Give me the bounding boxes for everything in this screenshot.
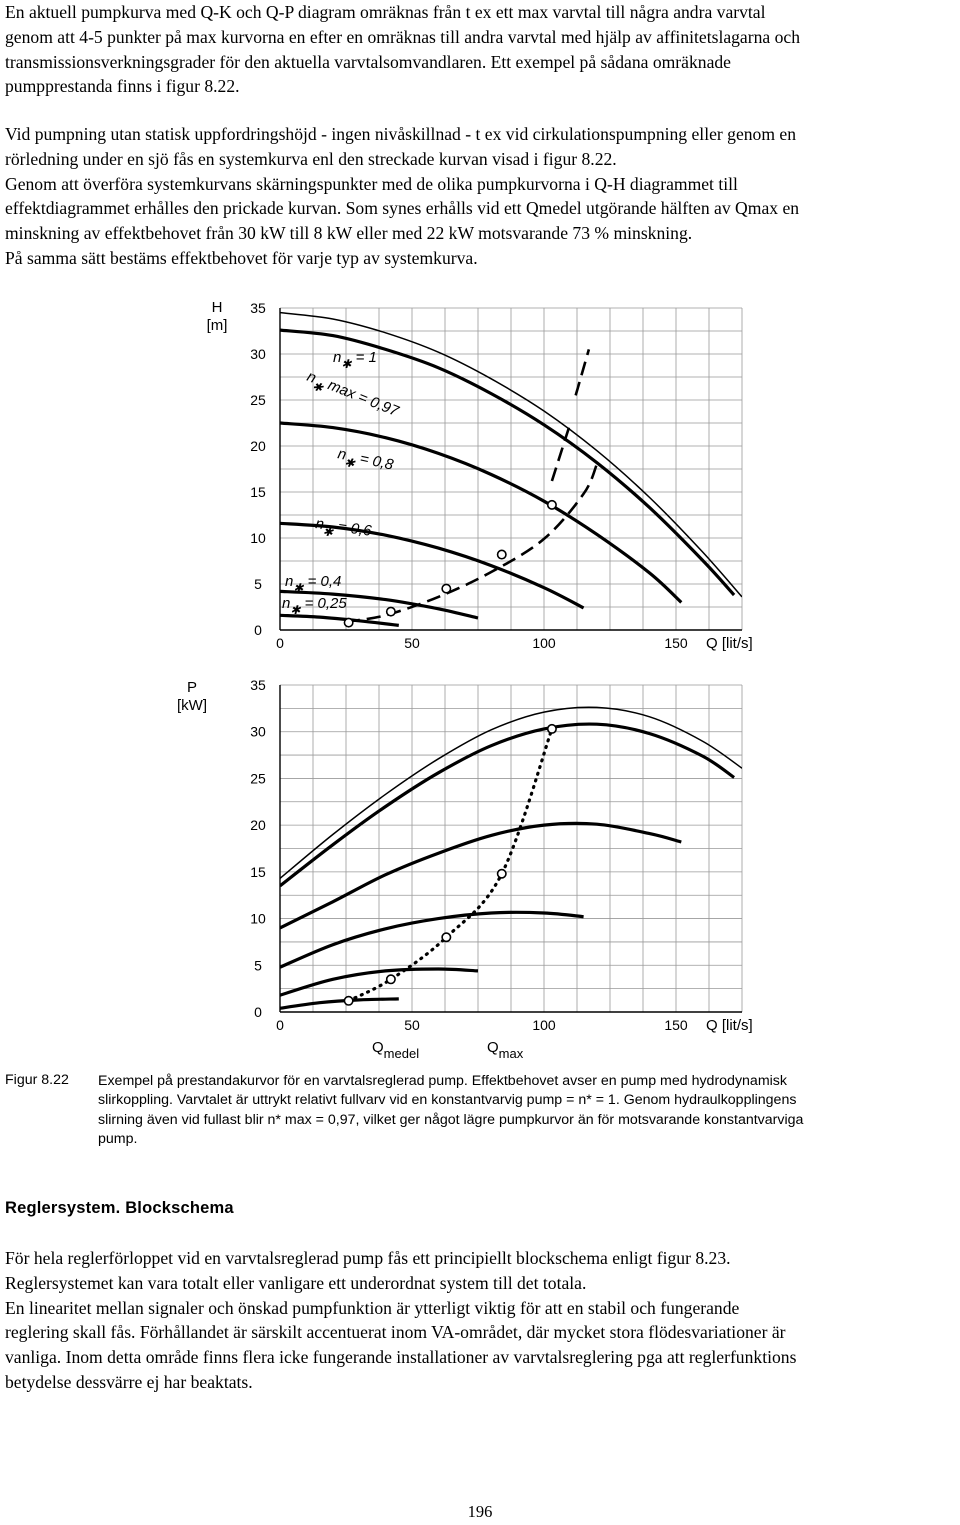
y-axis-label: P [186,679,198,696]
x-axis-label: Q [lit/s] [706,635,753,652]
operating-point [442,584,450,592]
curve-label: $n_✱$ max = 0,97 [304,367,401,421]
operating-point [387,975,395,983]
pump-curve [280,999,399,1008]
y-tick-label: 30 [250,723,266,740]
y-tick-label: 20 [250,438,266,454]
y-tick-label: 0 [254,622,262,638]
qh-chart [207,299,753,652]
operating-point [498,870,506,878]
system-curve-line: effektdiagrammet erhålles den prickade kurvan. Som synes erhålls vid ett Qmedel utgörande hälften av Qmax en [5,198,800,219]
x-tick-label: 100 [532,1017,556,1033]
pump-curve [280,912,584,967]
y-tick-label: 25 [250,392,266,408]
operating-point [442,933,450,941]
qp-chart [177,677,753,1061]
system-curve-line: rörledning under en sjö fås en systemkurva enl den streckade kurvan visad i figur 8.22. [5,148,617,169]
section-heading: Reglersystem. Blockschema [5,1199,234,1217]
y-tick-label: 10 [250,530,266,546]
blockschema-paragraph [5,1246,957,1395]
blockschema-line: vanliga. Inom detta område finns flera icke fungerande installationer av varvtalsreglering pga att reglerfunktions [5,1347,797,1368]
blockschema-line: reglering skall fås. Förhållandet är särskilt accentuerat inom VA-området, där mycket stora flödesvariationer är [5,1322,786,1343]
caption-line: Exempel på prestandakurvor för en varvtalsreglerad pump. Effektbehovet avser en pump med hydrodynamisk [98,1073,787,1089]
system-curve-line: minskning av effektbehovet från 30 kW till 8 kW eller med 22 kW motsvarande 73 % minskning. [5,223,693,244]
y-tick-label: 5 [254,957,262,974]
x-tick-label: 0 [276,635,284,651]
intro-line: genom att 4-5 punkter på max kurvorna en efter en omräknas till andra varvtal med hjälp av affinitetslagarna och [5,26,801,47]
chart-grid [280,685,742,1012]
operating-point [548,501,556,509]
caption-line: slirning även vid fullast blir n* max = 0,97, vilket ger något lägre pumpkurvor än för motsvarande konstantvarviga [98,1111,804,1128]
x-tick-label: 50 [404,635,420,651]
y-tick-label: 10 [250,910,266,927]
blockschema-line: Reglersystemet kan vara totalt eller vanligare ett underordnat system till det totala. [5,1272,587,1293]
operating-point [498,550,506,558]
system-curve-extension [552,349,589,481]
operating-point [344,997,352,1005]
intro-line: pumpprestanda finns i figur 8.22. [5,76,240,97]
x-axis-label: Q [lit/s] [706,1017,753,1034]
x-tick-label: 0 [276,1017,284,1033]
y-tick-label: 20 [250,817,266,834]
q-max-label: Qmax [487,1039,524,1061]
operating-point [387,607,395,615]
blockschema-line: För hela reglerförloppet vid en varvtalsreglerad pump fås ett principiellt blockschema enligt figur 8.23. [5,1248,731,1268]
operating-point [548,725,556,733]
x-tick-label: 150 [664,635,688,651]
intro-line: En aktuell pumpkurva med Q-K och Q-P diagram omräknas från t ex ett max varvtal till några andra varvtal [5,2,766,22]
curve-label: $n_✱ = 0,25$ [282,595,347,617]
y-axis-unit: [m] [206,317,228,334]
x-tick-label: 100 [532,635,556,651]
y-tick-label: 35 [250,677,266,693]
y-tick-label: 25 [250,770,266,787]
system-curve-line: Genom att överföra systemkurvans skärningspunkter med de olika pumpkurvorna i Q-H diagrammet till [5,173,738,194]
y-tick-label: 0 [254,1004,262,1020]
y-axis-label: H [211,299,223,316]
y-axis-unit: [kW] [177,697,207,714]
system-curve-line: Vid pumpning utan statisk uppfordringshöjd - ingen nivåskillnad - t ex vid cirkulationspumpning eller genom en [5,124,797,144]
q-medel-label: Qmedel [372,1039,420,1061]
curve-label: $n_✱ = 0,4$ [285,573,342,595]
curve-label: $n_✱ = 0,8$ [336,445,395,474]
y-tick-label: 30 [250,346,266,362]
x-tick-label: 50 [404,1017,420,1033]
blockschema-line: betydelse dessvärre ej har beaktats. [5,1371,253,1392]
blockschema-line: En linearitet mellan signaler och önskad pumpfunktion är ytterligt viktig för att en stabil och fungerande [5,1297,740,1318]
caption-line: slirkoppling. Varvtalet är uttrykt relativt fullvarv vid en konstantvarvig pump = n* = 1. Genom hydraulkopplingens [98,1092,797,1109]
figure-caption-text [98,1072,958,1149]
figure-caption-label: Figur 8.22 [5,1072,69,1088]
y-tick-label: 15 [250,484,266,500]
curve-label: $n_✱ = 0,6$ [314,515,373,540]
y-tick-label: 35 [250,300,266,316]
y-tick-label: 15 [250,863,266,880]
curve-label: $n_✱ = 1$ [333,349,377,371]
caption-line: pump. [98,1130,138,1147]
system-curve-line: På samma sätt bestäms effektbehovet för varje typ av systemkurva. [5,247,478,268]
operating-point [344,618,352,626]
page-number: 196 [467,1502,493,1521]
y-tick-label: 5 [254,576,262,592]
x-tick-label: 150 [664,1017,688,1033]
intro-line: transmissionsverkningsgrader för den aktuella varvtalsomvandlaren. Ett exempel på sådana omräknade [5,51,731,72]
